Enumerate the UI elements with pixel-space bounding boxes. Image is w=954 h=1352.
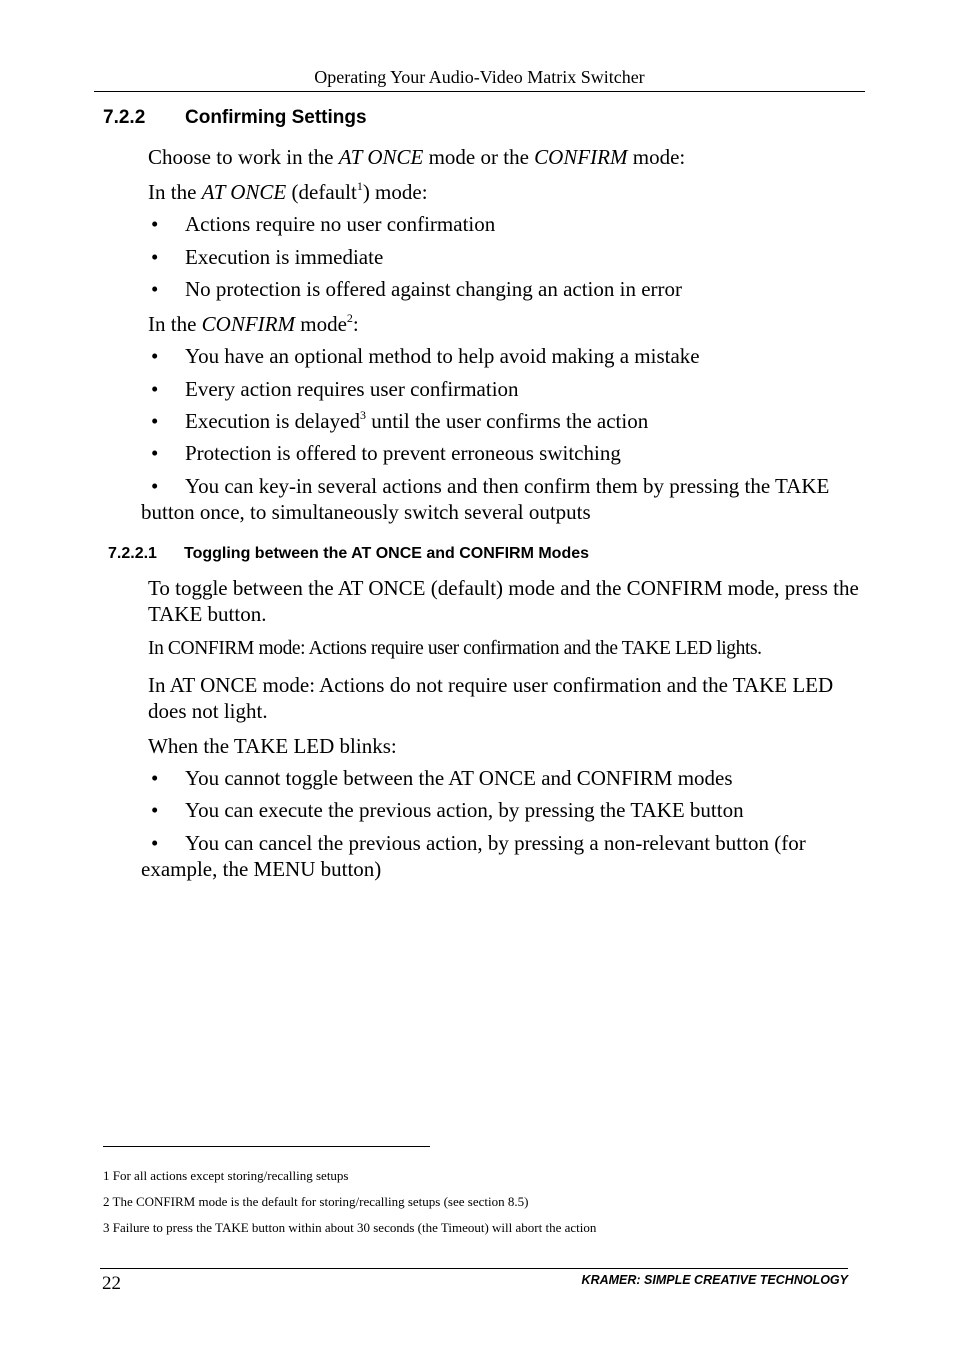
bullet-icon: • <box>151 277 159 301</box>
subsection-number: 7.2.2.1 <box>108 545 157 562</box>
at-once-intro: In the AT ONCE (default$^1$) mode: <box>148 179 428 204</box>
list-item: • You can cancel the previous action, by pressing a non-relevant button (for example, the MENU button) <box>141 831 806 881</box>
list-item: • You can key-in several actions and then confirm them by pressing the TAKE button once, to simultaneously switch several outputs <box>141 474 830 524</box>
bullet-icon: • <box>151 377 159 401</box>
bullet-icon: • <box>151 409 159 433</box>
bullet-icon: • <box>151 766 159 790</box>
list-item: • Actions require no user confirmation <box>151 212 496 236</box>
paragraph: To toggle between the AT ONCE (default) mode and the CONFIRM mode, press the TAKE button. <box>148 576 859 626</box>
bullet-icon: • <box>151 245 159 269</box>
subsection-title: Toggling between the AT ONCE and CONFIRM Modes <box>184 545 590 562</box>
page-number: 22 <box>102 1273 121 1294</box>
bullet-icon: • <box>151 474 159 498</box>
list-item: • Protection is offered to prevent erroneous switching <box>151 441 621 465</box>
running-header: Operating Your Audio-Video Matrix Switcher <box>314 67 645 87</box>
footnote-ref-2: 2 <box>346 311 353 325</box>
subsection-heading <box>108 544 589 564</box>
footnote-ref-1: 1 <box>356 179 363 193</box>
footnote-separator <box>103 1146 430 1147</box>
bullet-icon: • <box>151 441 159 465</box>
paragraph: In CONFIRM mode: Actions require user confirmation and the TAKE LED lights. <box>148 638 762 659</box>
footer-rule <box>100 1268 848 1269</box>
paragraph: In AT ONCE mode: Actions do not require user confirmation and the TAKE LED does not light. <box>148 673 834 723</box>
bullet-icon: • <box>151 831 159 855</box>
intro-paragraph: Choose to work in the AT ONCE mode or the CONFIRM mode: <box>148 145 686 169</box>
section-heading <box>103 106 367 130</box>
header-rule <box>94 91 865 92</box>
footnote-3: 3 Failure to press the TAKE button within about 30 seconds (the Timeout) will abort the action <box>103 1220 597 1235</box>
paragraph: When the TAKE LED blinks: <box>148 734 397 758</box>
list-item: • You can execute the previous action, by pressing the TAKE button <box>151 798 744 822</box>
list-item: • Execution is immediate <box>151 245 384 269</box>
section-title: Confirming Settings <box>185 107 367 128</box>
list-item: • No protection is offered against changing an action in error <box>151 277 683 301</box>
bullet-icon: • <box>151 212 159 236</box>
footnote-ref-3: 3 <box>359 408 366 422</box>
list-item: • You cannot toggle between the AT ONCE and CONFIRM modes <box>151 766 733 790</box>
bullet-icon: • <box>151 798 159 822</box>
bullet-icon: • <box>151 344 159 368</box>
list-item: • Every action requires user confirmation <box>151 377 519 401</box>
confirm-intro: In the CONFIRM mode$^2$: <box>148 311 359 336</box>
list-item: • You have an optional method to help avoid making a mistake <box>151 344 700 368</box>
footnote-2: 2 The CONFIRM mode is the default for storing/recalling setups (see section 8.5) <box>103 1194 529 1209</box>
footnote-1: 1 For all actions except storing/recalling setups <box>103 1168 349 1183</box>
footer-brand: KRAMER: SIMPLE CREATIVE TECHNOLOGY <box>581 1273 848 1287</box>
list-item: • Execution is delayed$^3$ until the user confirms the action <box>151 408 649 433</box>
section-number: 7.2.2 <box>103 107 146 128</box>
